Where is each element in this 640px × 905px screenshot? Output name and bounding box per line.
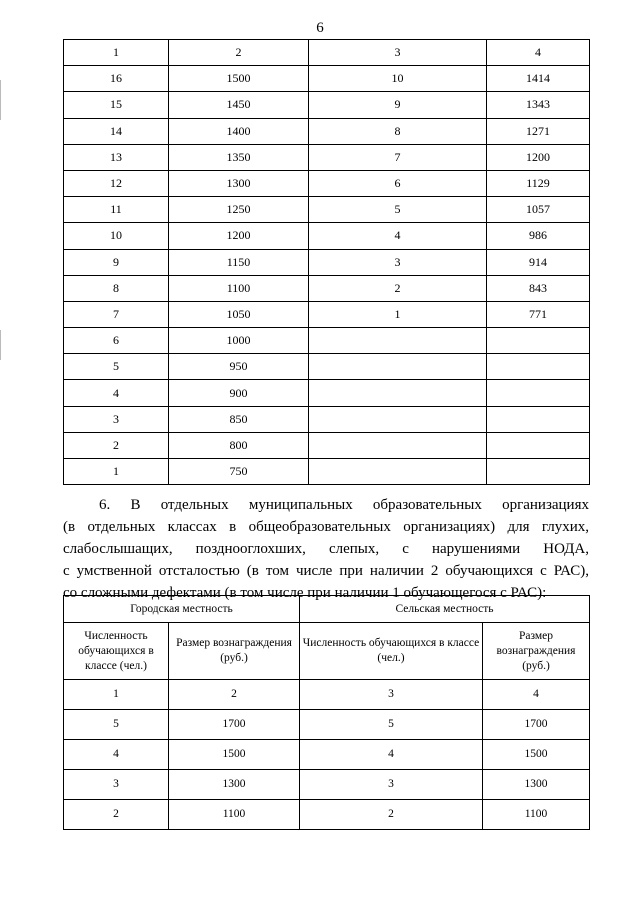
cell-urban-students: 13 (64, 144, 169, 170)
cell-urban-students: 1 (64, 680, 169, 710)
cell-urban-reward: 1000 (169, 328, 309, 354)
table-row (64, 197, 590, 223)
cell-urban-reward: 800 (169, 432, 309, 458)
paragraph-line: со сложными дефектами (в том числе при наличии 1 обучающегося с РАС): (63, 585, 547, 601)
reward-table-1 (63, 39, 590, 485)
cell-rural-students: 2 (300, 800, 483, 830)
cell-rural-reward: 1500 (483, 740, 590, 770)
cell-rural-students: 3 (309, 249, 487, 275)
group-header-row (64, 596, 590, 623)
cell-rural-reward: 1700 (483, 710, 590, 740)
cell-rural-reward (487, 328, 590, 354)
cell-rural-reward: 1271 (487, 118, 590, 144)
cell-urban-students: 12 (64, 170, 169, 196)
cell-rural-reward (487, 406, 590, 432)
cell-rural-students: 3 (309, 40, 487, 66)
col-header-urban-reward: Размер вознаграждения (руб.) (169, 623, 300, 680)
table-row (64, 118, 590, 144)
col-header-urban-students: Численность обучающихся в классе (чел.) (64, 623, 169, 680)
col-header-rural-reward: Размер вознаграждения (руб.) (483, 623, 590, 680)
cell-urban-students: 1 (64, 40, 169, 66)
table-row (64, 354, 590, 380)
cell-rural-students: 8 (309, 118, 487, 144)
paragraph-line: (в отдельных классах в общеобразовательных организациях) для глухих, (63, 519, 589, 535)
cell-rural-students (309, 380, 487, 406)
reward-table-2-body (64, 596, 590, 830)
cell-rural-students (309, 432, 487, 458)
cell-rural-reward: 1100 (483, 800, 590, 830)
column-numbering-row (64, 680, 590, 710)
scan-edge-mark (0, 80, 1, 120)
cell-urban-reward: 1300 (169, 770, 300, 800)
cell-urban-reward: 1150 (169, 249, 309, 275)
cell-urban-reward: 850 (169, 406, 309, 432)
cell-urban-reward: 2 (169, 40, 309, 66)
cell-urban-reward: 1500 (169, 66, 309, 92)
cell-rural-reward: 1343 (487, 92, 590, 118)
cell-urban-reward: 950 (169, 354, 309, 380)
cell-urban-students: 3 (64, 406, 169, 432)
cell-rural-reward: 1057 (487, 197, 590, 223)
cell-urban-reward: 2 (169, 680, 300, 710)
group-urban: Городская местность (64, 596, 300, 623)
cell-rural-reward (487, 432, 590, 458)
cell-urban-students: 10 (64, 223, 169, 249)
cell-rural-reward: 843 (487, 275, 590, 301)
cell-rural-reward: 771 (487, 301, 590, 327)
cell-urban-students: 3 (64, 770, 169, 800)
cell-urban-students: 2 (64, 800, 169, 830)
column-header-row (64, 623, 590, 680)
table-row (64, 770, 590, 800)
cell-rural-reward (487, 459, 590, 485)
cell-urban-students: 4 (64, 740, 169, 770)
table-row (64, 328, 590, 354)
cell-rural-students: 4 (309, 223, 487, 249)
cell-urban-reward: 1700 (169, 710, 300, 740)
cell-rural-students: 3 (300, 680, 483, 710)
table-row (64, 275, 590, 301)
cell-rural-students: 10 (309, 66, 487, 92)
cell-urban-reward: 1350 (169, 144, 309, 170)
cell-urban-reward: 1200 (169, 223, 309, 249)
table-row (64, 223, 590, 249)
cell-rural-reward: 1129 (487, 170, 590, 196)
cell-rural-students: 3 (300, 770, 483, 800)
cell-rural-reward (487, 354, 590, 380)
cell-rural-students: 2 (309, 275, 487, 301)
cell-urban-students: 4 (64, 380, 169, 406)
cell-rural-reward: 914 (487, 249, 590, 275)
cell-rural-reward: 4 (487, 40, 590, 66)
cell-urban-students: 5 (64, 354, 169, 380)
table-row (64, 800, 590, 830)
cell-urban-reward: 1400 (169, 118, 309, 144)
cell-urban-students: 6 (64, 328, 169, 354)
cell-rural-students (309, 406, 487, 432)
cell-urban-reward: 1050 (169, 301, 309, 327)
reward-table-2 (63, 595, 590, 830)
cell-rural-students: 4 (300, 740, 483, 770)
col-header-rural-students: Численность обучающихся в классе (чел.) (300, 623, 483, 680)
cell-urban-students: 11 (64, 197, 169, 223)
cell-urban-students: 15 (64, 92, 169, 118)
cell-rural-students: 7 (309, 144, 487, 170)
cell-urban-students: 9 (64, 249, 169, 275)
table-row (64, 66, 590, 92)
paragraph-line: с умственной отсталостью (в том числе при наличии 2 обучающихся с РАС), (63, 563, 589, 579)
cell-urban-reward: 900 (169, 380, 309, 406)
cell-rural-students (309, 354, 487, 380)
cell-urban-students: 8 (64, 275, 169, 301)
cell-urban-students: 2 (64, 432, 169, 458)
cell-rural-students: 6 (309, 170, 487, 196)
cell-rural-reward: 1200 (487, 144, 590, 170)
table-row (64, 144, 590, 170)
table-row (64, 740, 590, 770)
paragraph-6 (63, 494, 589, 604)
cell-rural-students: 5 (309, 197, 487, 223)
table-row (64, 92, 590, 118)
cell-rural-students (309, 328, 487, 354)
table-row (64, 710, 590, 740)
scan-edge-mark (0, 330, 1, 360)
group-rural: Сельская местность (300, 596, 590, 623)
reward-table-1-body (64, 40, 590, 485)
paragraph-line: 6. В отдельных муниципальных образовательных организациях (99, 497, 589, 513)
cell-urban-reward: 1300 (169, 170, 309, 196)
table-row (64, 170, 590, 196)
cell-rural-students: 9 (309, 92, 487, 118)
cell-rural-reward: 1414 (487, 66, 590, 92)
cell-urban-students: 7 (64, 301, 169, 327)
cell-rural-reward: 1300 (483, 770, 590, 800)
cell-rural-reward: 4 (483, 680, 590, 710)
cell-urban-reward: 1450 (169, 92, 309, 118)
cell-urban-reward: 1100 (169, 800, 300, 830)
cell-urban-reward: 1100 (169, 275, 309, 301)
table-row (64, 406, 590, 432)
table-row (64, 249, 590, 275)
cell-rural-students (309, 459, 487, 485)
table-row (64, 432, 590, 458)
cell-urban-reward: 750 (169, 459, 309, 485)
cell-urban-students: 1 (64, 459, 169, 485)
cell-rural-reward: 986 (487, 223, 590, 249)
paragraph-line: слабослышащих, позднооглохших, слепых, с нарушениями НОДА, (63, 541, 589, 557)
cell-urban-students: 14 (64, 118, 169, 144)
page-number: 6 (316, 20, 324, 36)
cell-rural-reward (487, 380, 590, 406)
table-row (64, 459, 590, 485)
cell-urban-reward: 1250 (169, 197, 309, 223)
cell-urban-students: 16 (64, 66, 169, 92)
table-row (64, 380, 590, 406)
table-header-row (64, 40, 590, 66)
cell-rural-students: 1 (309, 301, 487, 327)
table-row (64, 301, 590, 327)
cell-urban-students: 5 (64, 710, 169, 740)
cell-rural-students: 5 (300, 710, 483, 740)
cell-urban-reward: 1500 (169, 740, 300, 770)
